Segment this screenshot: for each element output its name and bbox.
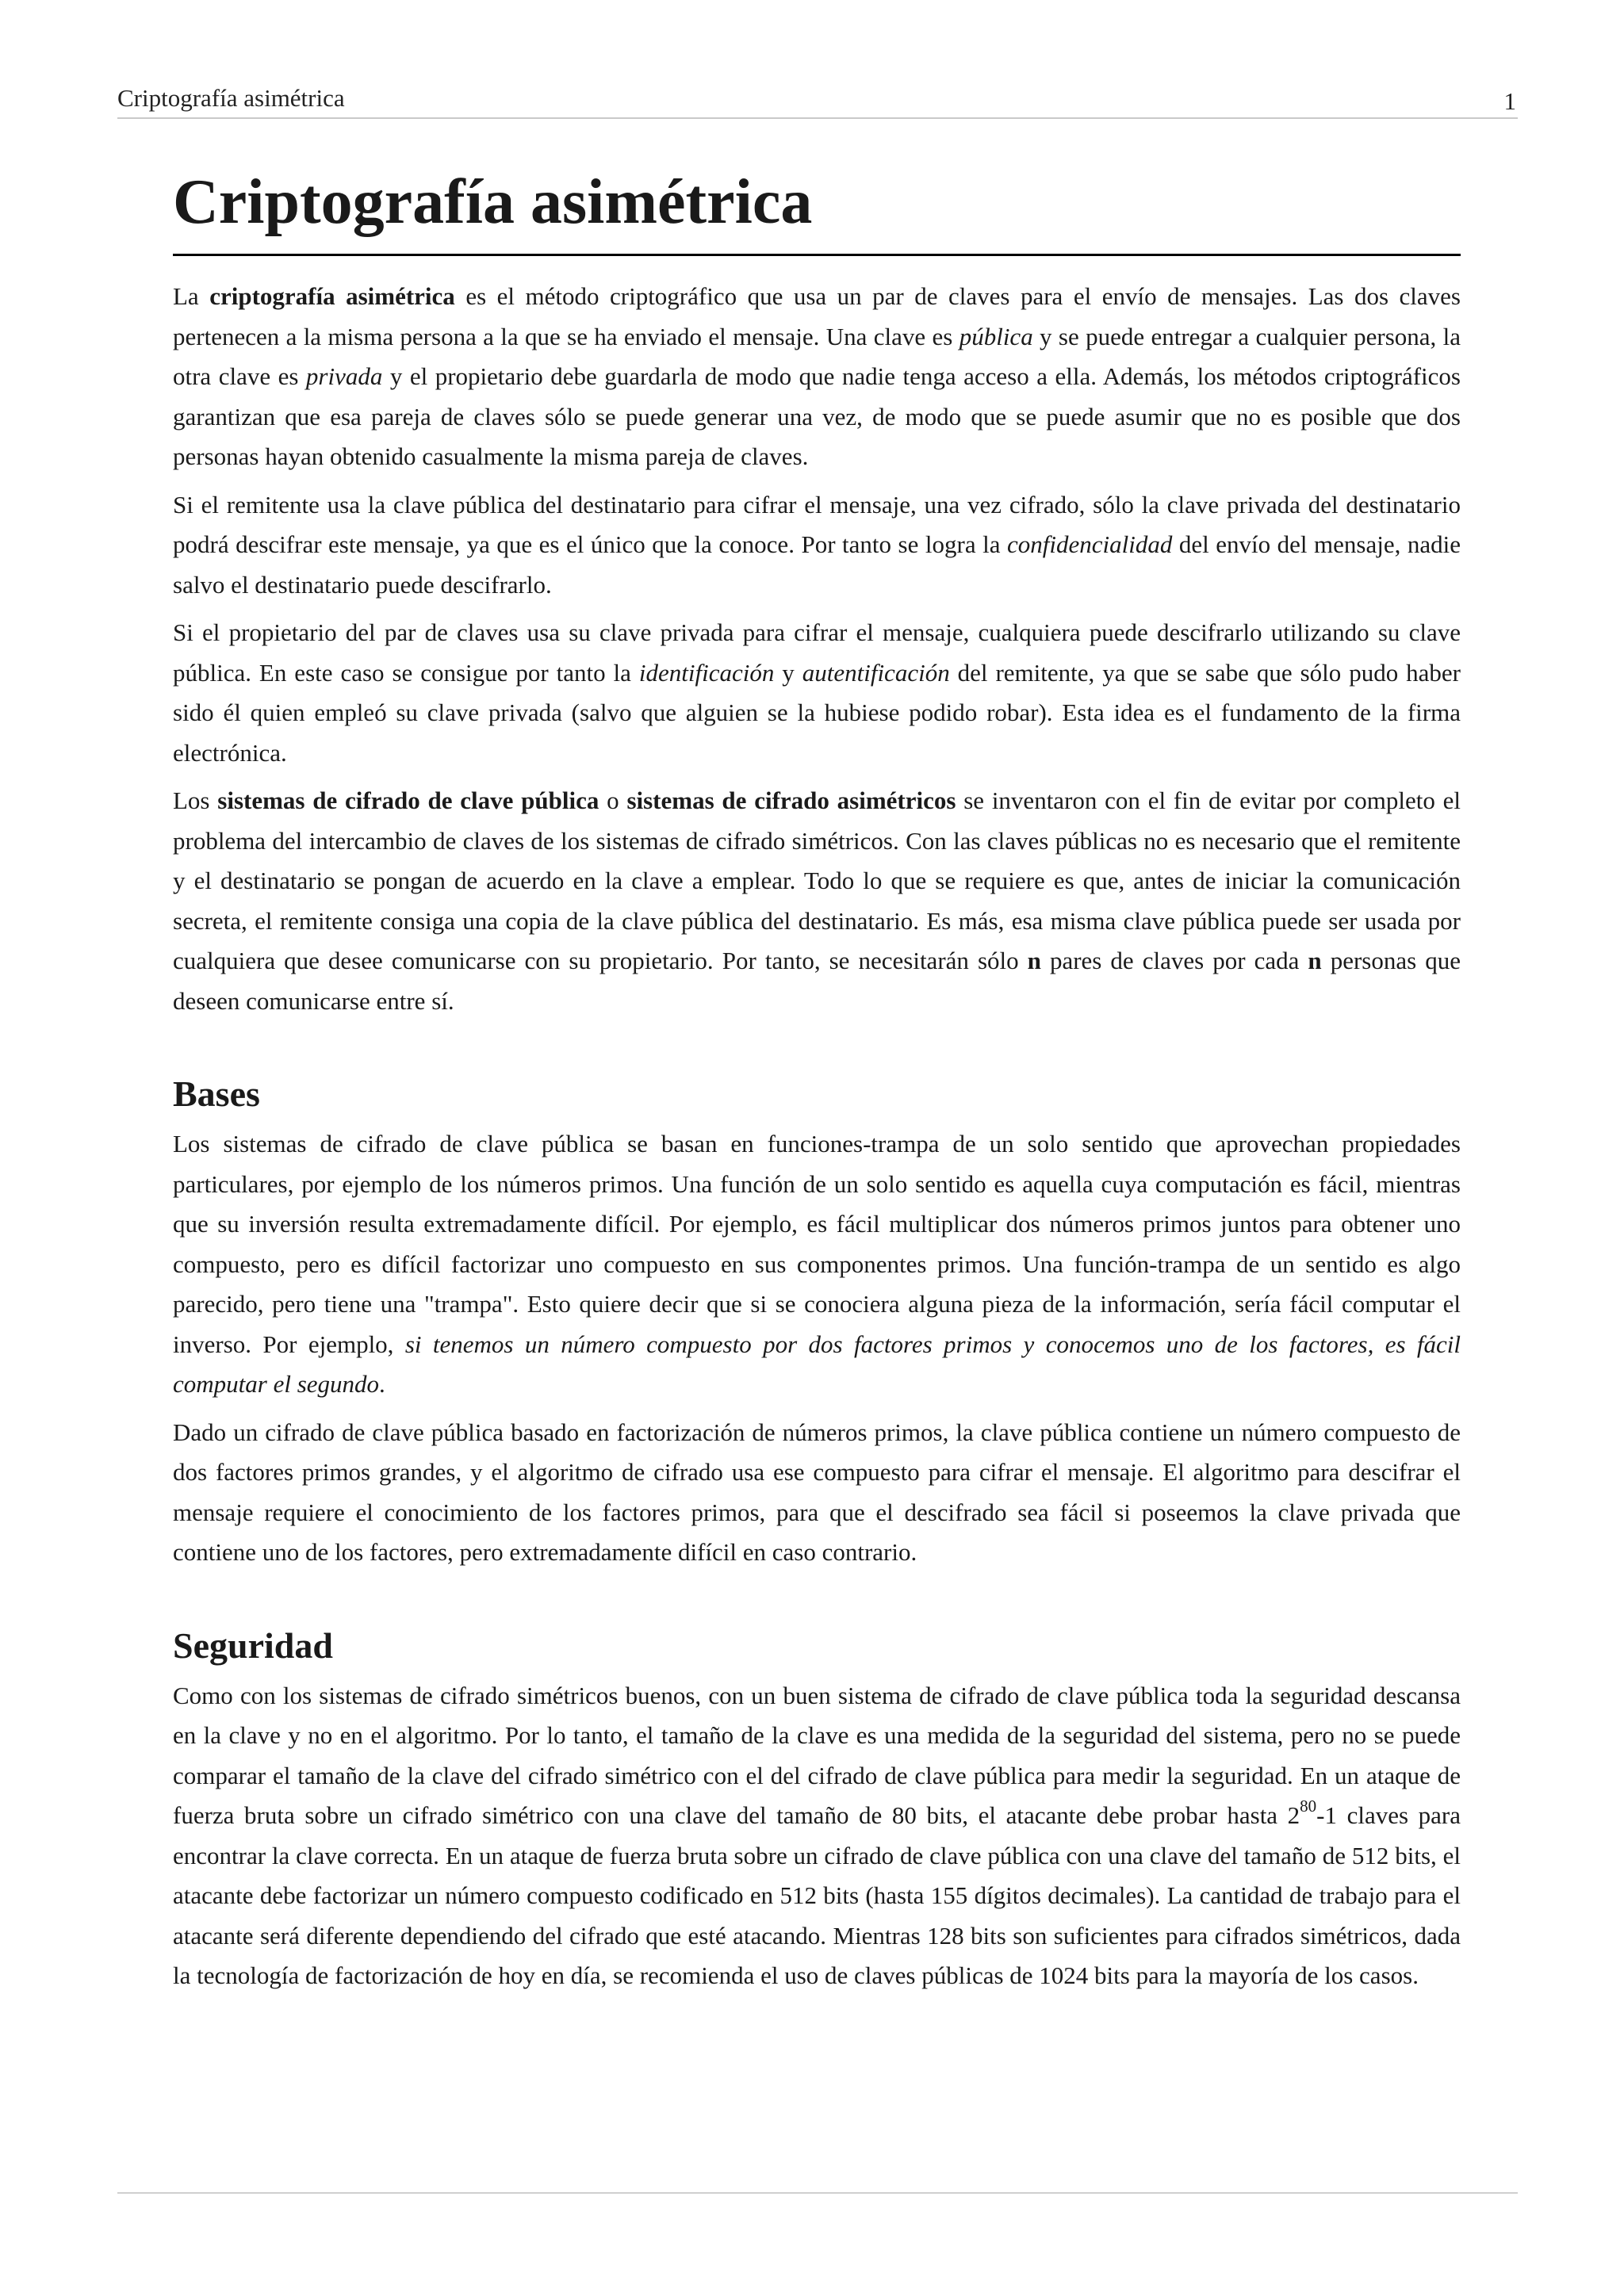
italic-term: identificación	[638, 658, 775, 687]
text-run: La	[173, 282, 210, 310]
footer-divider	[117, 2192, 1518, 2194]
text-run: Los	[173, 786, 218, 814]
section-heading-bases: Bases	[173, 1073, 260, 1114]
text-run: y el propietario debe guardarla de modo que nadie tenga acceso a ella. Además, los métodos criptográficos garantizan que esa pareja de claves sólo se puede generar una vez, de modo que se puede asumir que no es posible que dos personas hayan obtenido casualmente la misma pareja de claves.	[173, 362, 1461, 470]
power-base: 2	[1287, 1801, 1300, 1829]
text-run: personas que deseen comunicarse entre sí.	[173, 947, 1461, 1015]
bold-term: sistemas de cifrado asimétricos	[626, 786, 956, 814]
text-run: Si el propietario del par de claves usa su clave privada para cifrar el mensaje, cualquiera puede descifrarlo utilizando su clave pública. En este caso se consigue por tanto la	[173, 618, 1461, 687]
text-run: es el método criptográfico que usa un par de claves para el envío de mensajes. Las dos claves pertenecen a la misma persona a la que se ha enviado el mensaje. Una clave es	[173, 282, 1461, 350]
seguridad-paragraph-1	[173, 1676, 1461, 1996]
bold-term: criptografía asimétrica	[209, 282, 455, 310]
bold-term: sistemas de cifrado de clave pública	[217, 786, 599, 814]
page-number: 1	[1503, 87, 1516, 115]
text-run: se inventaron con el fin de evitar por completo el problema del intercambio de claves de los sistemas de cifrado simétricos. Con las claves públicas no es necesario que el remitente y el destinatario se pongan de acuerdo en la clave a emplear. Todo lo que se requiere es que, antes de iniciar la comunicación secreta, el remitente consiga una copia de la clave pública del destinatario. Es más, esa misma clave pública puede ser usada por cualquiera que desee comunicarse con su propietario. Por tanto, se necesitarán sólo	[173, 786, 1461, 974]
text-run: Como con los sistemas de cifrado simétricos buenos, con un buen sistema de cifrado de clave pública toda la seguridad descansa en la clave y no en el algoritmo. Por lo tanto, el tamaño de la clave es una medida de la seguridad del sistema, pero no se puede comparar el tamaño de la clave del cifrado simétrico con el del cifrado de clave pública para medir la seguridad. En un ataque de fuerza bruta sobre un cifrado simétrico con una clave del tamaño de 80 bits, el atacante debe probar hasta	[173, 1681, 1461, 1829]
text-run: -1 claves para encontrar la clave correcta. En un ataque de fuerza bruta sobre un cifrado de clave pública con una clave del tamaño de 512 bits, el atacante debe factorizar un número compuesto codificado en 512 bits (hasta 155 dígitos decimales). La cantidad de trabajo para el atacante será diferente dependiendo del cifrado que esté atacando. Mientras 128 bits son suficientes para cifrados simétricos, dada la tecnología de factorización de hoy en día, se recomienda el uso de claves públicas de 1024 bits para la mayoría de los casos.	[173, 1801, 1461, 1989]
intro-paragraph-3	[173, 613, 1461, 773]
text-run: Si el remitente usa la clave pública del destinatario para cifrar el mensaje, una vez cifrado, sólo la clave privada del destinatario podrá descifrar este mensaje, ya que es el único que la conoce. Por tanto se logra la	[173, 490, 1461, 558]
text-run: del envío del mensaje, nadie salvo el destinatario puede descifrarlo.	[173, 530, 1461, 599]
power-exponent: 80	[1300, 1796, 1317, 1816]
intro-paragraph-2	[173, 485, 1461, 606]
italic-term: autentificación	[802, 658, 950, 687]
text-run: y	[774, 658, 802, 687]
text-run: .	[379, 1370, 385, 1398]
running-title: Criptografía asimétrica	[117, 84, 345, 112]
text-run: Los sistemas de cifrado de clave pública se basan en funciones-trampa de un solo sentido que aprovechan propiedades particulares, por ejemplo de los números primos. Una función de un solo sentido es aquella cuya computación es fácil, mientras que su inversión resulta extremadamente difícil. Por ejemplo, es fácil multiplicar dos números primos juntos para obtener uno compuesto, pero es difícil factorizar uno compuesto en sus componentes primos. Una función-trampa de un sentido es algo parecido, pero tiene una "trampa". Esto quiere decir que si se conociera alguna pieza de la información, sería fácil computar el inverso. Por ejemplo,	[173, 1130, 1461, 1358]
bold-term: n	[1027, 947, 1041, 974]
page-title: Criptografía asimétrica	[173, 159, 1461, 256]
italic-term: privada	[305, 362, 383, 390]
text-run: del remitente, ya que se sabe que sólo pudo haber sido él quien empleó su clave privada (salvo que alguien se la hubiese podido robar). Esta idea es el fundamento de la firma electrónica.	[173, 658, 1461, 767]
italic-phrase: si tenemos un número compuesto por dos factores primos y conocemos uno de los factores, es fácil computar el segundo	[173, 1330, 1461, 1398]
article-body	[173, 159, 1461, 2004]
bases-paragraph-2: Dado un cifrado de clave pública basado en factorización de números primos, la clave pública contiene un número compuesto de dos factores primos grandes, y el algoritmo de cifrado usa ese compuesto para cifrar el mensaje. El algoritmo para descifrar el mensaje requiere el conocimiento de los factores primos, para que el descifrado sea fácil si poseemos la clave privada que contiene uno de los factores, pero extremadamente difícil en caso contrario.	[173, 1418, 1461, 1566]
italic-term: confidencialidad	[1006, 530, 1173, 558]
section-heading-seguridad: Seguridad	[173, 1624, 333, 1666]
text-run: pares de claves por cada	[1040, 947, 1308, 974]
intro-paragraph-4	[173, 781, 1461, 1021]
text-run: o	[599, 786, 627, 814]
bases-paragraph-1	[173, 1124, 1461, 1405]
italic-term: pública	[959, 322, 1033, 350]
intro-paragraph-1	[173, 277, 1461, 477]
bold-term: n	[1308, 947, 1322, 974]
running-header	[117, 79, 1518, 119]
text-run: y se puede entregar a cualquier persona, la otra clave es	[173, 322, 1461, 390]
